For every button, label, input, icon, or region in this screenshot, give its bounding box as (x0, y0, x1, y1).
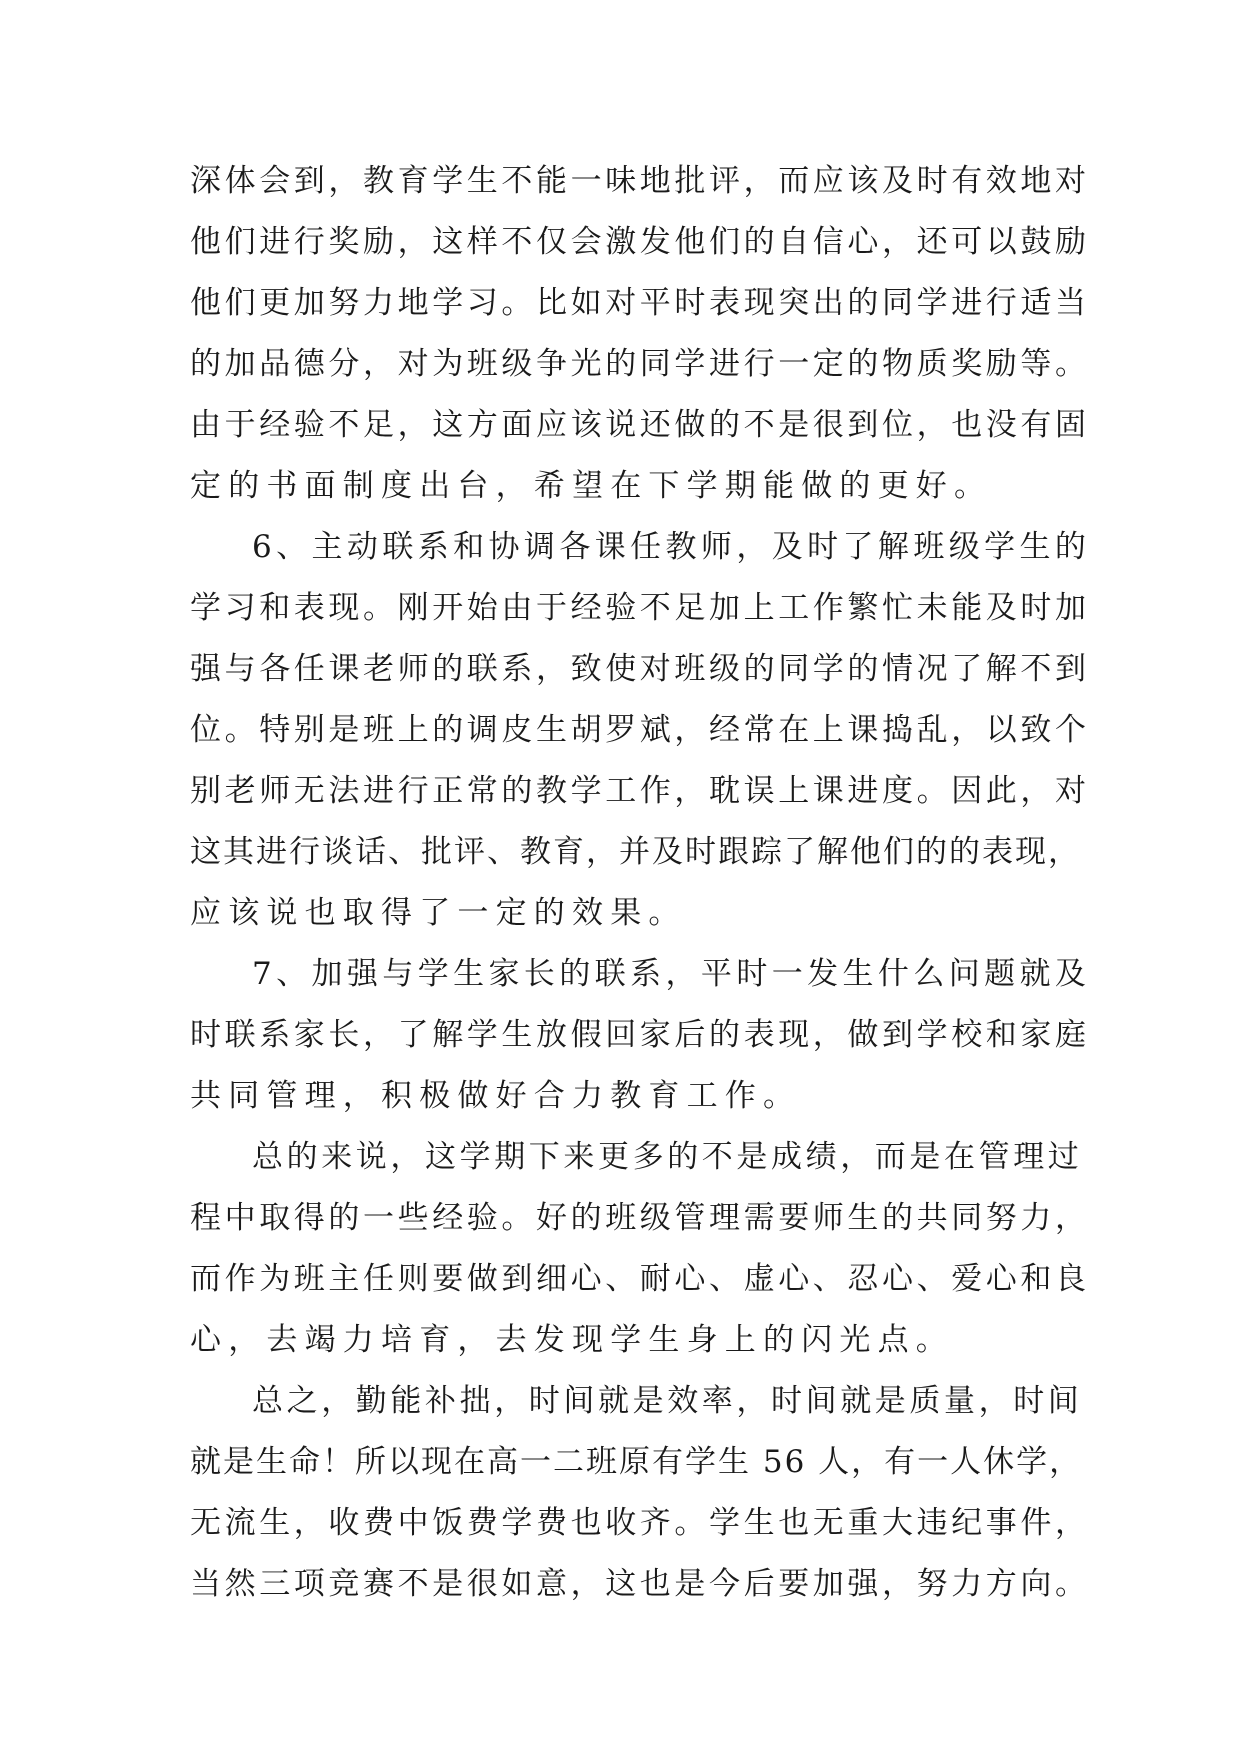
paragraph-first-line: 总之，勤能补拙，时间就是效率，时间就是质量，时间 (252, 1383, 1083, 1419)
paragraph-first-line: 7、加强与学生家长的联系，平时一发生什么问题就及 (252, 956, 1091, 992)
text-line: 就是生命！所以现在高一二班原有学生 56 人，有一人休学， (190, 1444, 1083, 1480)
text-line: 共同管理，积极做好合力教育工作。 (190, 1078, 802, 1114)
paragraph-first-line: 6、主动联系和协调各课任教师，及时了解班级学生的 (252, 529, 1091, 565)
text-line: 程中取得的一些经验。好的班级管理需要师生的共同努力， (190, 1200, 1090, 1236)
text-line: 应该说也取得了一定的效果。 (190, 895, 687, 931)
text-line: 由于经验不足，这方面应该说还做的不是很到位，也没有固 (190, 407, 1090, 443)
text-line: 位。特别是班上的调皮生胡罗斌，经常在上课捣乱，以致个 (190, 712, 1090, 748)
text-line: 定的书面制度出台，希望在下学期能做的更好。 (190, 468, 993, 504)
text-line: 他们更加努力地学习。比如对平时表现突出的同学进行适当 (190, 285, 1090, 321)
text-line: 强与各任课老师的联系，致使对班级的同学的情况了解不到 (190, 651, 1090, 687)
text-line: 无流生，收费中饭费学费也收齐。学生也无重大违纪事件， (190, 1505, 1090, 1541)
text-line: 他们进行奖励，这样不仅会激发他们的自信心，还可以鼓励 (190, 224, 1090, 260)
text-line: 时联系家长，了解学生放假回家后的表现，做到学校和家庭 (190, 1017, 1090, 1053)
document-body (190, 151, 1091, 1615)
text-line: 深体会到，教育学生不能一味地批评，而应该及时有效地对 (190, 163, 1090, 199)
text-line: 当然三项竞赛不是很如意，这也是今后要加强，努力方向。 (190, 1566, 1090, 1602)
text-line: 这其进行谈话、批评、教育，并及时跟踪了解他们的的表现， (190, 834, 1081, 870)
text-line: 学习和表现。刚开始由于经验不足加上工作繁忙未能及时加 (190, 590, 1090, 626)
text-line: 别老师无法进行正常的教学工作，耽误上课进度。因此，对 (190, 773, 1090, 809)
text-line: 的加品德分，对为班级争光的同学进行一定的物质奖励等。 (190, 346, 1090, 382)
paragraph-first-line: 总的来说，这学期下来更多的不是成绩，而是在管理过 (252, 1139, 1083, 1175)
text-line: 心，去竭力培育，去发现学生身上的闪光点。 (190, 1322, 954, 1358)
text-line: 而作为班主任则要做到细心、耐心、虚心、忍心、爱心和良 (190, 1261, 1090, 1297)
